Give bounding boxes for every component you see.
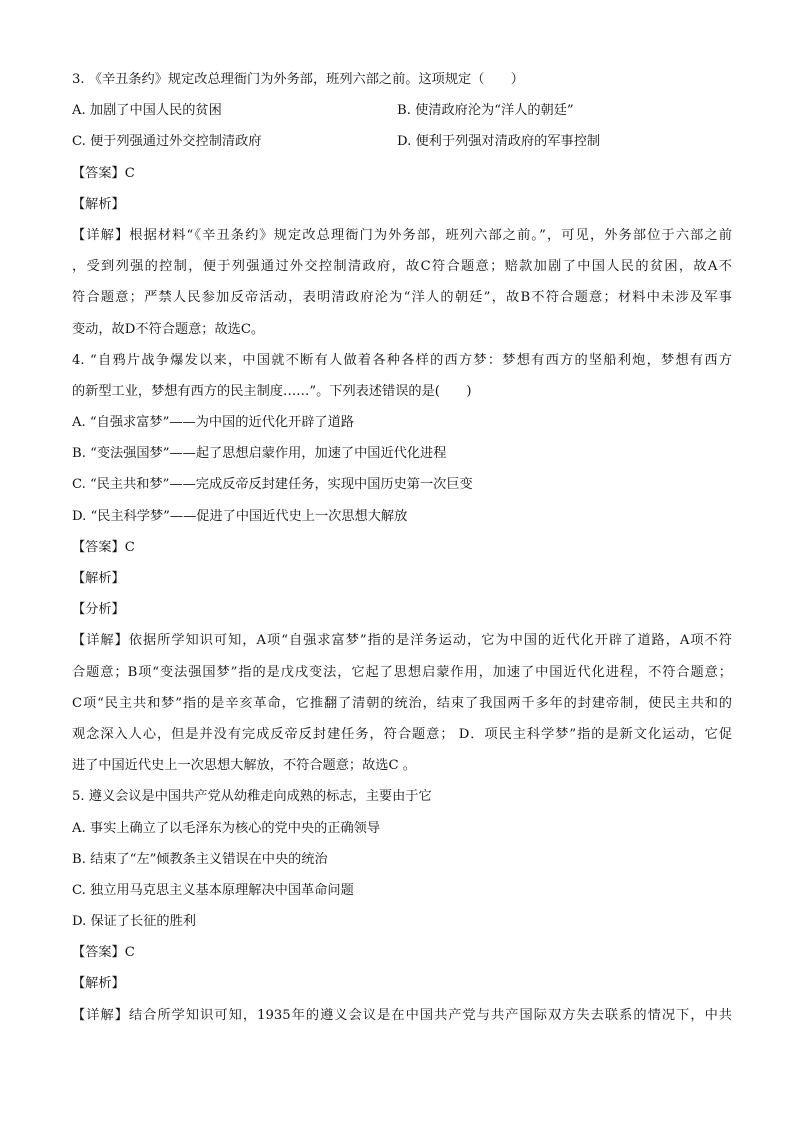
q5-answer: 【答案】C bbox=[72, 945, 135, 961]
q3-options-row-1 bbox=[72, 95, 732, 126]
q3-option-c[interactable]: C. 便于列强通过外交控制清政府 bbox=[72, 134, 262, 150]
q4-option-d[interactable]: D. “民主科学梦”——促进了中国近代史上一次思想大解放 bbox=[72, 508, 408, 524]
q4-detail-line: 【详解】依据所学知识可知，A项“自强求富梦”指的是洋务运动，它为中国的近代化开辟了道路，A项不符 bbox=[72, 633, 732, 649]
q3-stem: 3. 《辛丑条约》规定改总理衙门为外务部，班列六部之前。这项规定（ ） bbox=[72, 72, 524, 87]
q4-stem-line: 4. “自鸦片战争爆发以来，中国就不断有人做着各种各样的西方梦：梦想有西方的坚船利炮，梦想有西方 bbox=[72, 352, 732, 368]
q4-stem-line: 的新型工业，梦想有西方的民主制度……”。下列表述错误的是( ) bbox=[72, 383, 472, 399]
q4-option-b[interactable]: B. “变法强国梦”——起了思想启蒙作用，加速了中国近代化进程 bbox=[72, 446, 447, 462]
q3-option-b[interactable]: B. 使清政府沦为“洋人的朝廷” bbox=[397, 103, 574, 119]
q5-detail-line: 【详解】结合所学知识可知，1935年的遵义会议是在中国共产党与共产国际双方失去联系的情况下，中共 bbox=[72, 1007, 732, 1023]
q4-detail-line: 进了中国近代史上一次思想大解放，不符合题意；故选C 。 bbox=[72, 758, 416, 774]
document-page bbox=[72, 64, 732, 1031]
q3-options-row-2 bbox=[72, 126, 732, 157]
q4-analysis-heading: 【解析】 bbox=[72, 571, 125, 586]
q4-detail-line: C项“民主共和梦”指的是辛亥革命，它推翻了清朝的统治，结束了我国两千多年的封建帝制，使民主共和的 bbox=[72, 695, 732, 711]
q3-detail-line: 符合题意；严禁人民参加反帝活动，表明清政府沦为“洋人的朝廷”，故B不符合题意；材料中未涉及军事 bbox=[72, 290, 732, 306]
q3-option-d[interactable]: D. 便利于列强对清政府的军事控制 bbox=[397, 134, 601, 150]
q4-option-a[interactable]: A. “自强求富梦”——为中国的近代化开辟了道路 bbox=[72, 415, 354, 431]
q5-option-b[interactable]: B. 结束了“左”倾教条主义错误在中央的统治 bbox=[72, 851, 328, 867]
q4-fenxi-heading: 【分析】 bbox=[72, 602, 125, 618]
q3-detail-line: ，受到列强的控制，便于列强通过外交控制清政府，故C符合题意；赔款加剧了中国人民的贫困，故A不 bbox=[72, 259, 732, 275]
q5-option-c[interactable]: C. 独立用马克思主义基本原理解决中国革命问题 bbox=[72, 882, 354, 898]
q3-answer: 【答案】C bbox=[72, 165, 135, 181]
q5-analysis-heading: 【解析】 bbox=[72, 976, 125, 992]
q4-option-c[interactable]: C. “民主共和梦”——完成反帝反封建任务，实现中国历史第一次巨变 bbox=[72, 477, 473, 493]
q4-answer: 【答案】C bbox=[72, 539, 135, 555]
q5-option-a[interactable]: A. 事实上确立了以毛泽东为核心的党中央的正确领导 bbox=[72, 820, 381, 836]
q3-detail-line: 变动，故D不符合题意；故选C。 bbox=[72, 321, 265, 337]
q4-detail-line: 观念深入人心，但是并没有完成反帝反封建任务，符合题意； D．项民主科学梦”指的是新文化运动，它促 bbox=[72, 726, 732, 742]
q3-analysis-heading: 【解析】 bbox=[72, 196, 125, 212]
q4-detail-line: 合题意；B项“变法强国梦”指的是戊戌变法，它起了思想启蒙作用，加速了中国近代化进程，不符合题意； bbox=[72, 664, 732, 680]
q5-stem: 5. 遵义会议是中国共产党从幼稚走向成熟的标志，主要由于它 bbox=[72, 789, 432, 805]
q3-option-a[interactable]: A. 加剧了中国人民的贫困 bbox=[72, 103, 222, 119]
q3-detail-line: 【详解】根据材料“《辛丑条约》规定改总理衙门为外务部，班列六部之前。”，可见，外务部位于六部之前 bbox=[72, 227, 732, 243]
q5-option-d[interactable]: D. 保证了长征的胜利 bbox=[72, 914, 196, 930]
